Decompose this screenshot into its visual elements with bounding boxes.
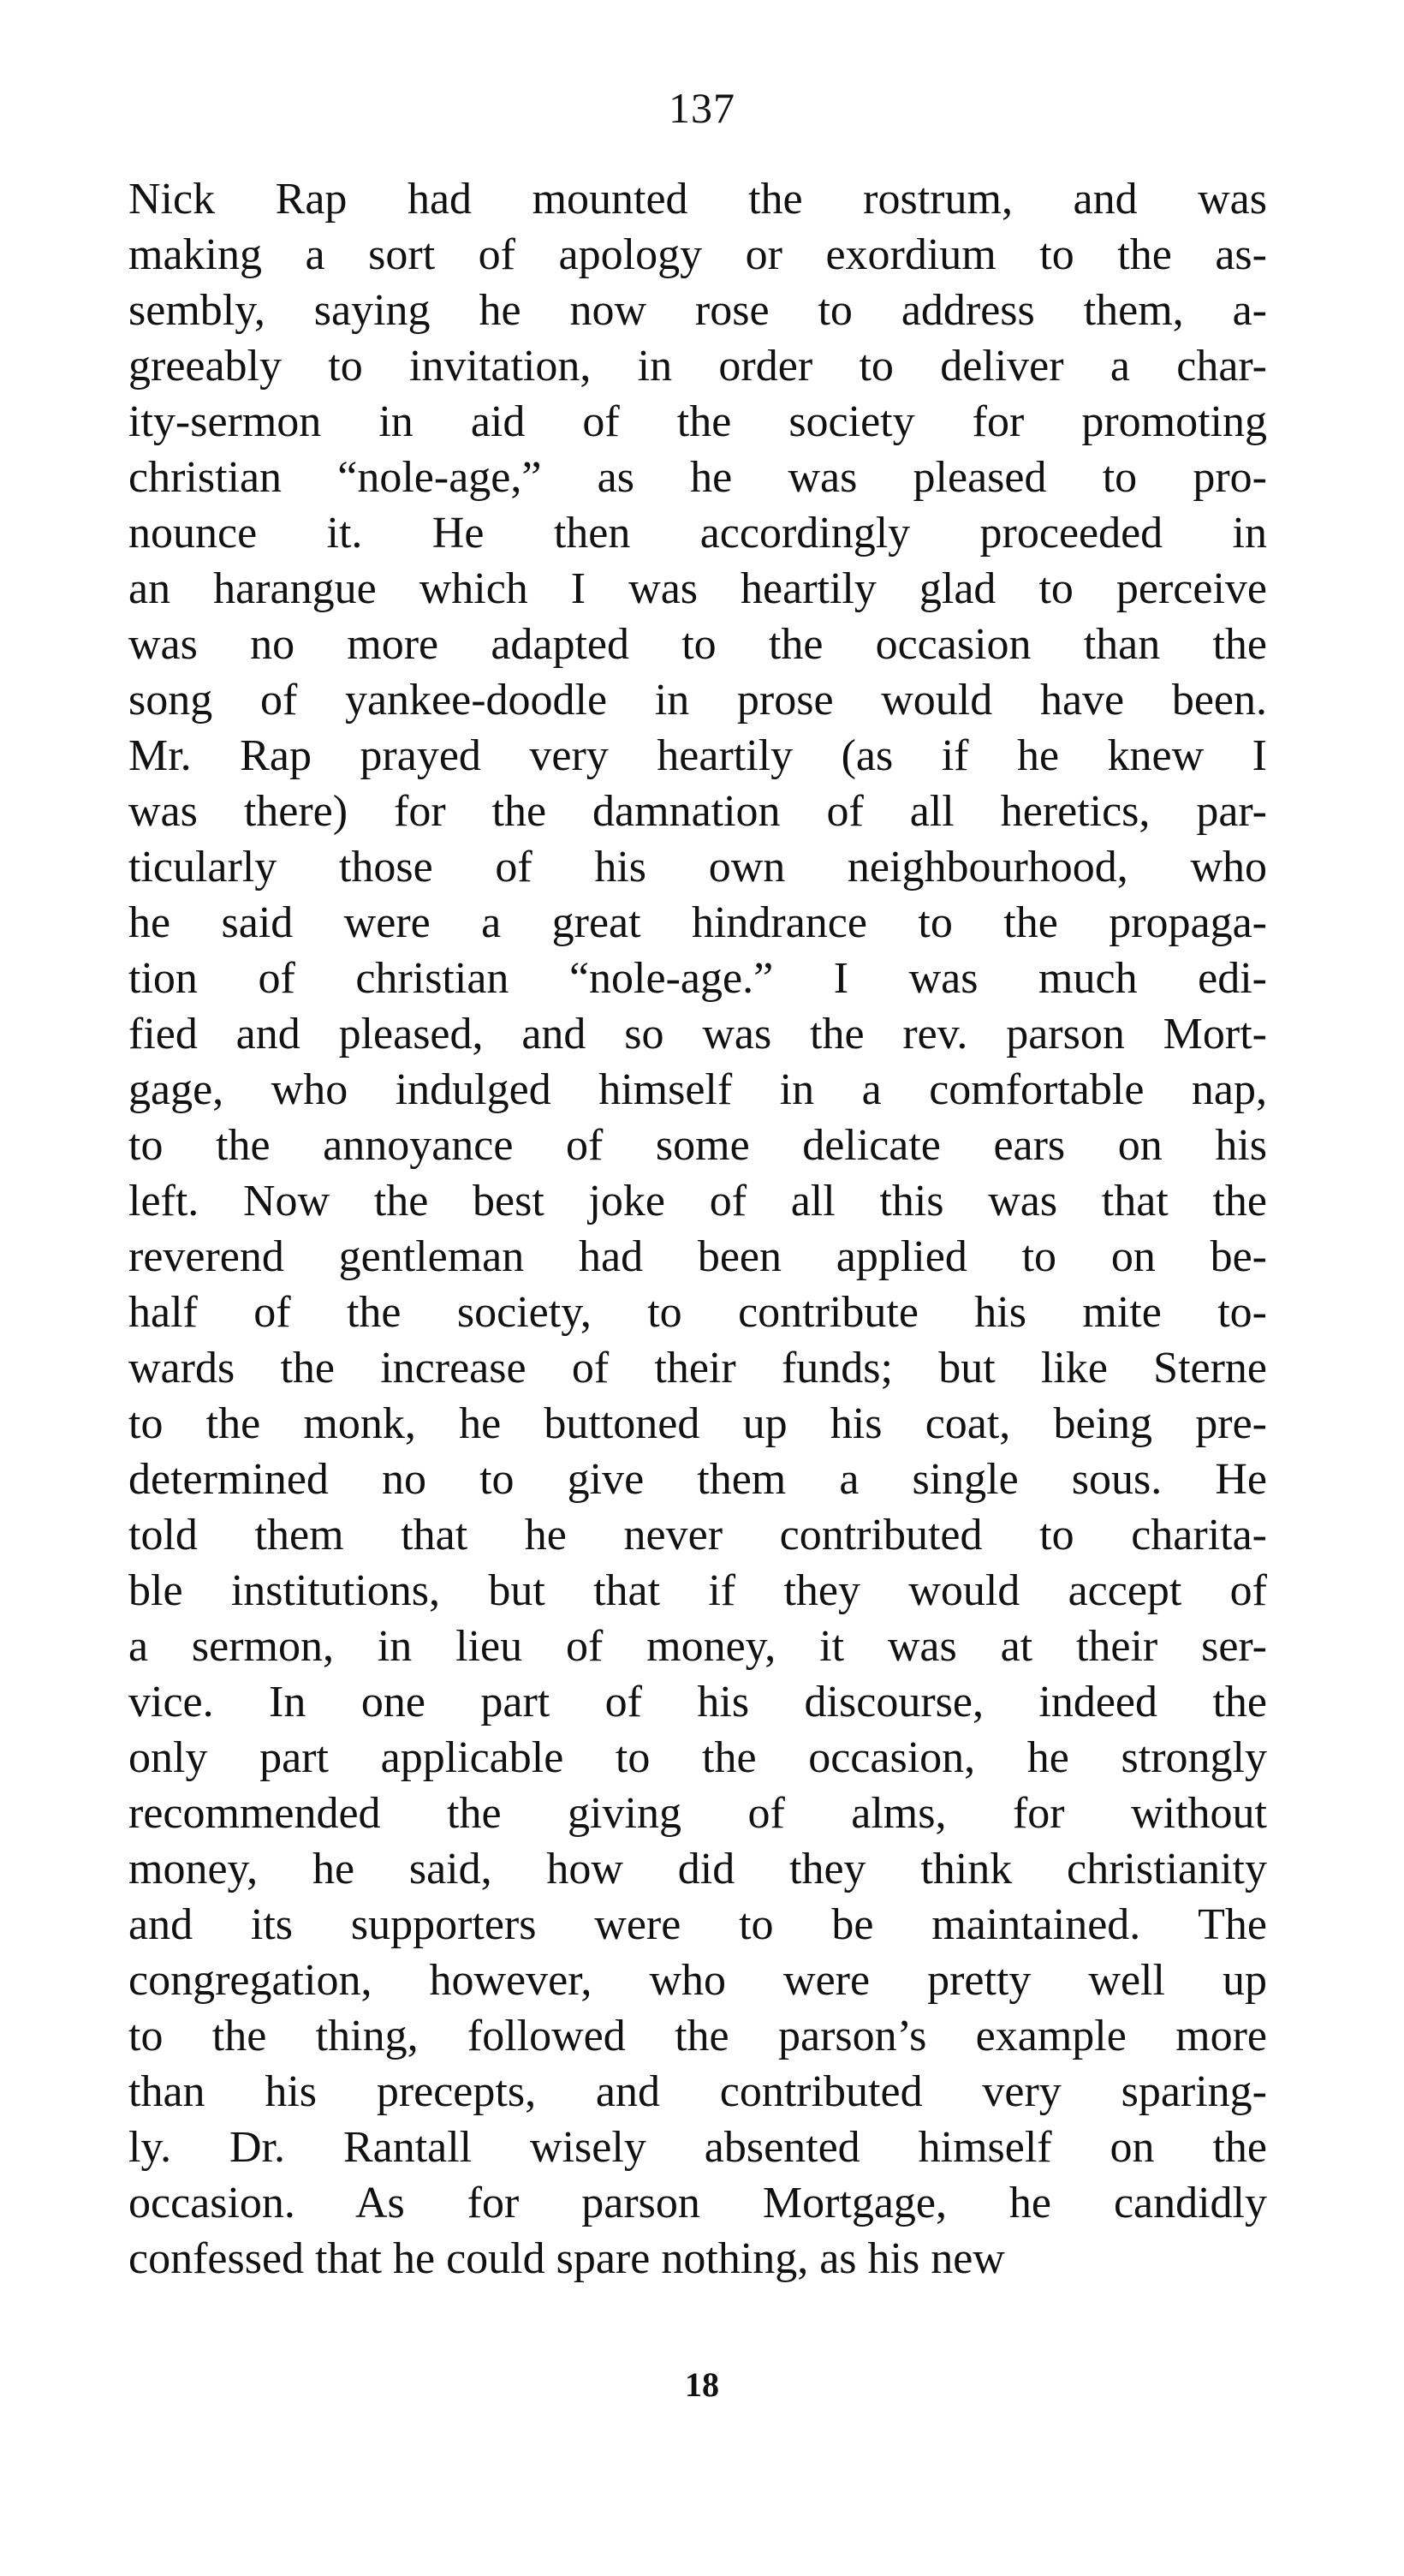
text-line: to the thing, followed the parson’s example more <box>128 2012 1267 2060</box>
text-line: congregation, however, who were pretty well up <box>128 1956 1267 2005</box>
text-line: recommended the giving of alms, for without <box>128 1789 1267 1838</box>
text-line: greeably to invitation, in order to deliver a char- <box>128 342 1267 391</box>
body-text <box>128 171 1267 2287</box>
text-line: nounce it. He then accordingly proceeded in <box>128 509 1267 558</box>
signature-mark: 18 <box>685 2365 719 2404</box>
text-line: wards the increase of their funds; but like Sterne <box>128 1344 1267 1392</box>
text-line: determined no to give them a single sous. He <box>128 1455 1267 1504</box>
text-line: fied and pleased, and so was the rev. parson Mort- <box>128 1010 1267 1058</box>
text-line: half of the society, to contribute his mite to- <box>128 1288 1267 1337</box>
text-line: song of yankee-doodle in prose would have been. <box>128 676 1267 724</box>
text-line: ticularly those of his own neighbourhood, who <box>128 843 1267 891</box>
text-line: vice. In one part of his discourse, indeed the <box>128 1678 1267 1726</box>
text-line: a sermon, in lieu of money, it was at their ser- <box>128 1622 1267 1671</box>
text-line: and its supporters were to be maintained. The <box>128 1900 1267 1949</box>
text-line: an harangue which I was heartily glad to perceive <box>128 564 1267 613</box>
text-line: tion of christian “nole-age.” I was much edi- <box>128 954 1267 1003</box>
text-line: ly. Dr. Rantall wisely absented himself on the <box>128 2123 1267 2172</box>
text-line: told them that he never contributed to charita- <box>128 1511 1267 1559</box>
page-number: 137 <box>669 84 735 132</box>
text-line: ity-sermon in aid of the society for promoting <box>128 397 1267 446</box>
text-line: was there) for the damnation of all heretics, par- <box>128 787 1267 836</box>
text-line: than his precepts, and contributed very sparing- <box>128 2067 1267 2116</box>
text-line: Mr. Rap prayed very heartily (as if he knew I <box>128 731 1267 780</box>
text-line: ble institutions, but that if they would accept of <box>128 1566 1267 1615</box>
text-line: making a sort of apology or exordium to the as- <box>128 230 1267 279</box>
text-line: he said were a great hindrance to the propaga- <box>128 898 1267 947</box>
text-line: was no more adapted to the occasion than the <box>128 620 1267 669</box>
text-line: reverend gentleman had been applied to on be- <box>128 1232 1267 1281</box>
text-line: christian “nole-age,” as he was pleased to pro- <box>128 453 1267 502</box>
text-line: to the annoyance of some delicate ears on his <box>128 1121 1267 1170</box>
text-line: only part applicable to the occasion, he strongly <box>128 1733 1267 1782</box>
text-line: money, he said, how did they think christianity <box>128 1845 1267 1893</box>
text-line: left. Now the best joke of all this was that the <box>128 1177 1267 1225</box>
text-line: to the monk, he buttoned up his coat, being pre- <box>128 1399 1267 1448</box>
text-line: confessed that he could spare nothing, as his new <box>128 2234 1005 2283</box>
text-line: gage, who indulged himself in a comfortable nap, <box>128 1065 1267 1114</box>
text-line: occasion. As for parson Mortgage, he candidly <box>128 2179 1267 2227</box>
text-line: sembly, saying he now rose to address them, a- <box>128 286 1267 335</box>
text-line: Nick Rap had mounted the rostrum, and was <box>128 175 1267 224</box>
